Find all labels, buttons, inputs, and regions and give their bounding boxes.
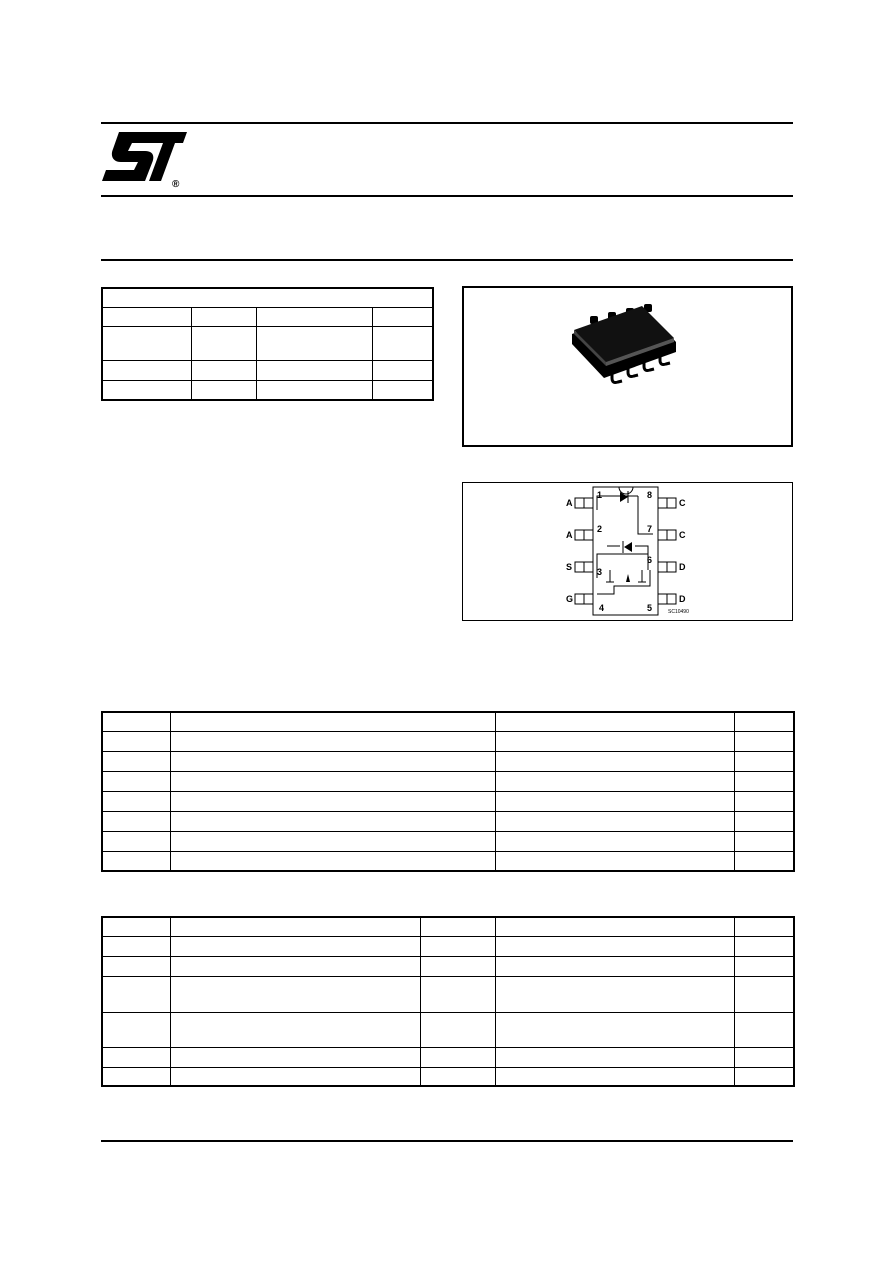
- top-rule: [101, 122, 793, 124]
- pin-label-S: S: [566, 562, 573, 572]
- header-bottom-rule: [101, 195, 793, 197]
- table-row: [102, 752, 794, 772]
- pin-num-4: 4: [599, 603, 605, 613]
- ratings-table: [101, 711, 795, 872]
- table-row: [102, 327, 433, 361]
- table-row: [102, 361, 433, 381]
- pin-num-7: 7: [647, 524, 653, 534]
- pin-label-A2: A: [566, 530, 573, 540]
- package-image-box: [462, 286, 793, 447]
- pin-label-D5: D: [679, 594, 686, 604]
- table-header-row: [102, 712, 794, 732]
- pin-label-C7: C: [679, 530, 686, 540]
- st-logo: [101, 129, 187, 189]
- pin-num-8: 8: [647, 490, 653, 500]
- table-row: [102, 1013, 794, 1048]
- characteristics-table: [101, 916, 795, 1087]
- table-row: [102, 937, 794, 957]
- pin-connection-box: [462, 482, 793, 621]
- table-row: [102, 772, 794, 792]
- table-row: [102, 732, 794, 752]
- table-row: [102, 977, 794, 1013]
- table-row: [102, 812, 794, 832]
- pin-label-A1: A: [566, 498, 573, 508]
- title-bottom-rule: [101, 259, 793, 261]
- pin-num-3: 3: [597, 567, 603, 577]
- footer-rule: [101, 1140, 793, 1142]
- table-row: [102, 1048, 794, 1068]
- table-row: [102, 957, 794, 977]
- table-row: [102, 381, 433, 401]
- summary-table: [101, 287, 434, 401]
- table-row: [102, 1068, 794, 1087]
- diagram-code: SC10490: [668, 609, 689, 615]
- pin-num-2: 2: [597, 524, 603, 534]
- table-row: [102, 792, 794, 812]
- pin-num-6: 6: [647, 555, 653, 565]
- table-row: [102, 852, 794, 872]
- summary-title-row: [102, 288, 433, 308]
- pin-label-C8: C: [679, 498, 686, 508]
- so8-package-image: [462, 286, 793, 447]
- pin-num-1: 1: [597, 490, 603, 500]
- pin-num-5: 5: [647, 603, 653, 613]
- pin-label-G: G: [566, 594, 574, 604]
- registered-mark: ®: [172, 179, 180, 189]
- table-row: [102, 308, 433, 327]
- pin-label-D6: D: [679, 562, 686, 572]
- pin-connection-diagram: [462, 482, 793, 621]
- table-header-row: [102, 917, 794, 937]
- table-row: [102, 832, 794, 852]
